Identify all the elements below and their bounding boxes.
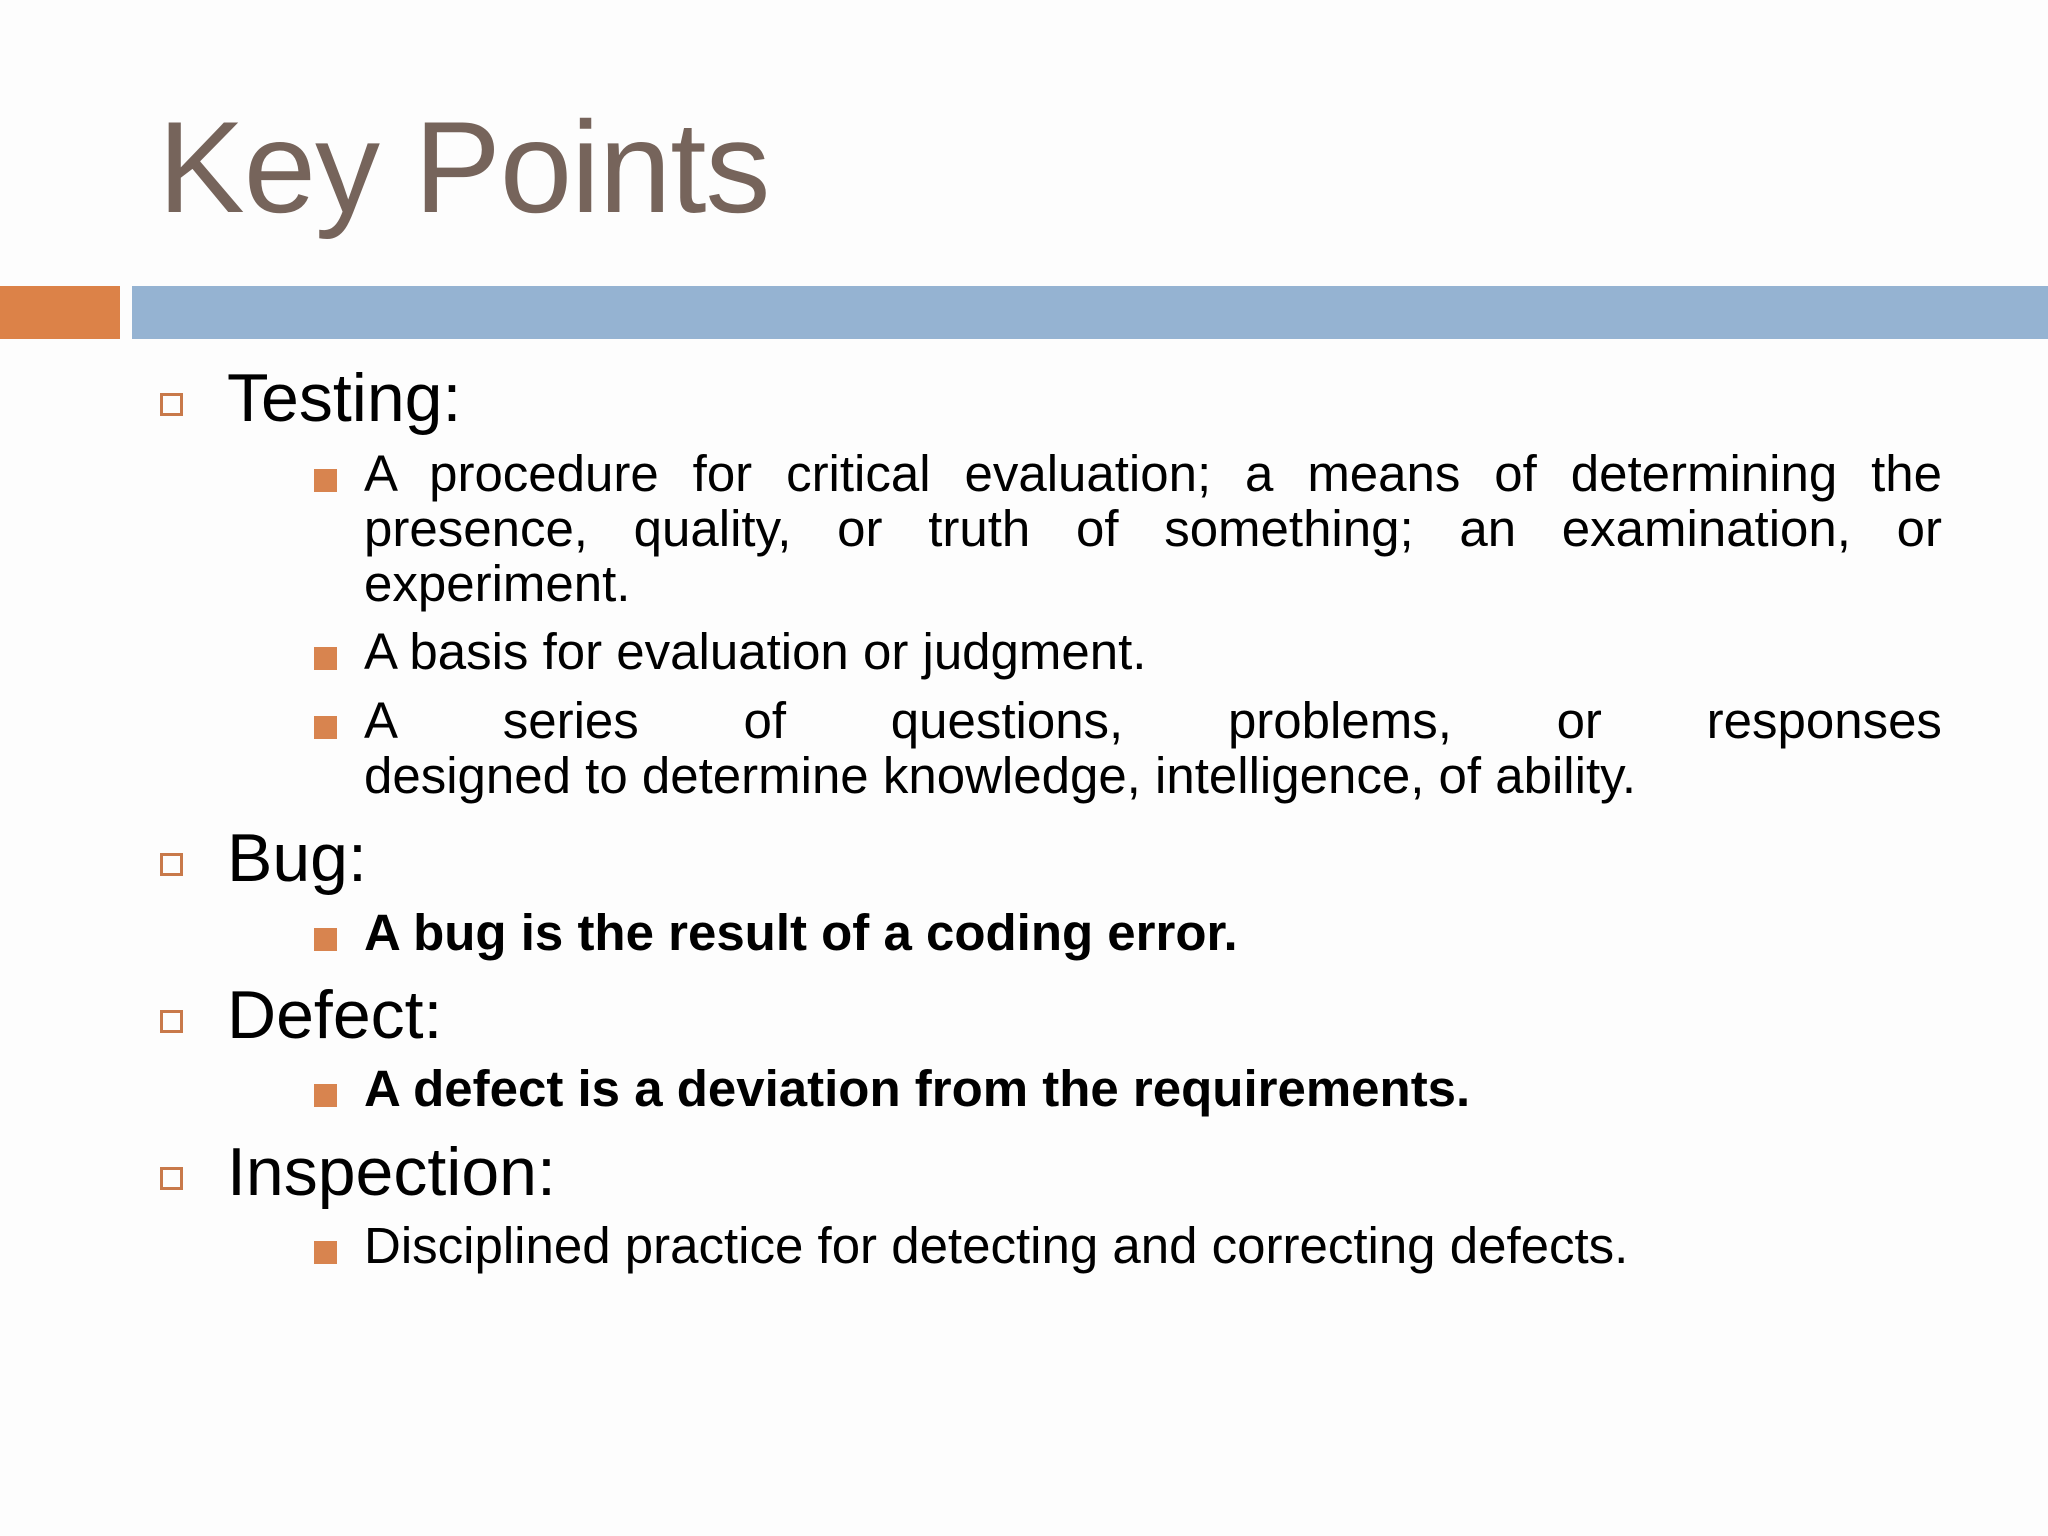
word: series: [502, 692, 639, 749]
accent-bar-blue: [132, 286, 2048, 339]
section-heading: Inspection:: [227, 1134, 556, 1210]
section-testing: [160, 358, 461, 438]
section-heading: Defect:: [227, 977, 443, 1053]
list-item: [314, 1061, 1942, 1116]
section-defect: [160, 975, 442, 1055]
bullet-text: [364, 693, 1942, 803]
list-item: [314, 905, 1942, 960]
accent-bar-orange: [0, 286, 120, 339]
word: A: [364, 692, 399, 749]
square-bullet-icon: [314, 716, 337, 739]
square-bullet-icon: [314, 928, 337, 951]
word: questions,: [890, 692, 1124, 749]
hollow-square-bullet-icon: [160, 1010, 183, 1033]
list-item: [314, 624, 1942, 679]
list-item: [314, 1218, 1942, 1273]
slide-title: Key Points: [158, 94, 770, 240]
bullet-text-line-1: [364, 693, 1942, 748]
list-item: [314, 693, 1942, 803]
square-bullet-icon: [314, 647, 337, 670]
word: of: [743, 692, 787, 749]
hollow-square-bullet-icon: [160, 853, 183, 876]
bullet-text: Disciplined practice for detecting and correcting defects.: [364, 1217, 1629, 1274]
word: problems,: [1227, 692, 1452, 749]
square-bullet-icon: [314, 469, 337, 492]
bullet-text: A basis for evaluation or judgment.: [364, 623, 1147, 680]
bullet-text: A bug is the result of a coding error.: [364, 904, 1238, 961]
bullet-text: A procedure for critical evaluation; a means of determining the presence, quality, or truth of something; an examination, or experiment.: [364, 445, 1942, 612]
word: responses: [1706, 692, 1942, 749]
section-inspection: [160, 1132, 556, 1212]
section-heading: Testing:: [227, 360, 462, 436]
square-bullet-icon: [314, 1241, 337, 1264]
word: or: [1556, 692, 1602, 749]
hollow-square-bullet-icon: [160, 1167, 183, 1190]
section-bug: [160, 818, 367, 898]
list-item: [314, 446, 1942, 611]
square-bullet-icon: [314, 1084, 337, 1107]
hollow-square-bullet-icon: [160, 393, 183, 416]
bullet-text: A defect is a deviation from the requirements.: [364, 1060, 1471, 1117]
bullet-text-line-2: designed to determine knowledge, intelligence, of ability.: [364, 747, 1637, 804]
section-heading: Bug:: [227, 820, 367, 896]
